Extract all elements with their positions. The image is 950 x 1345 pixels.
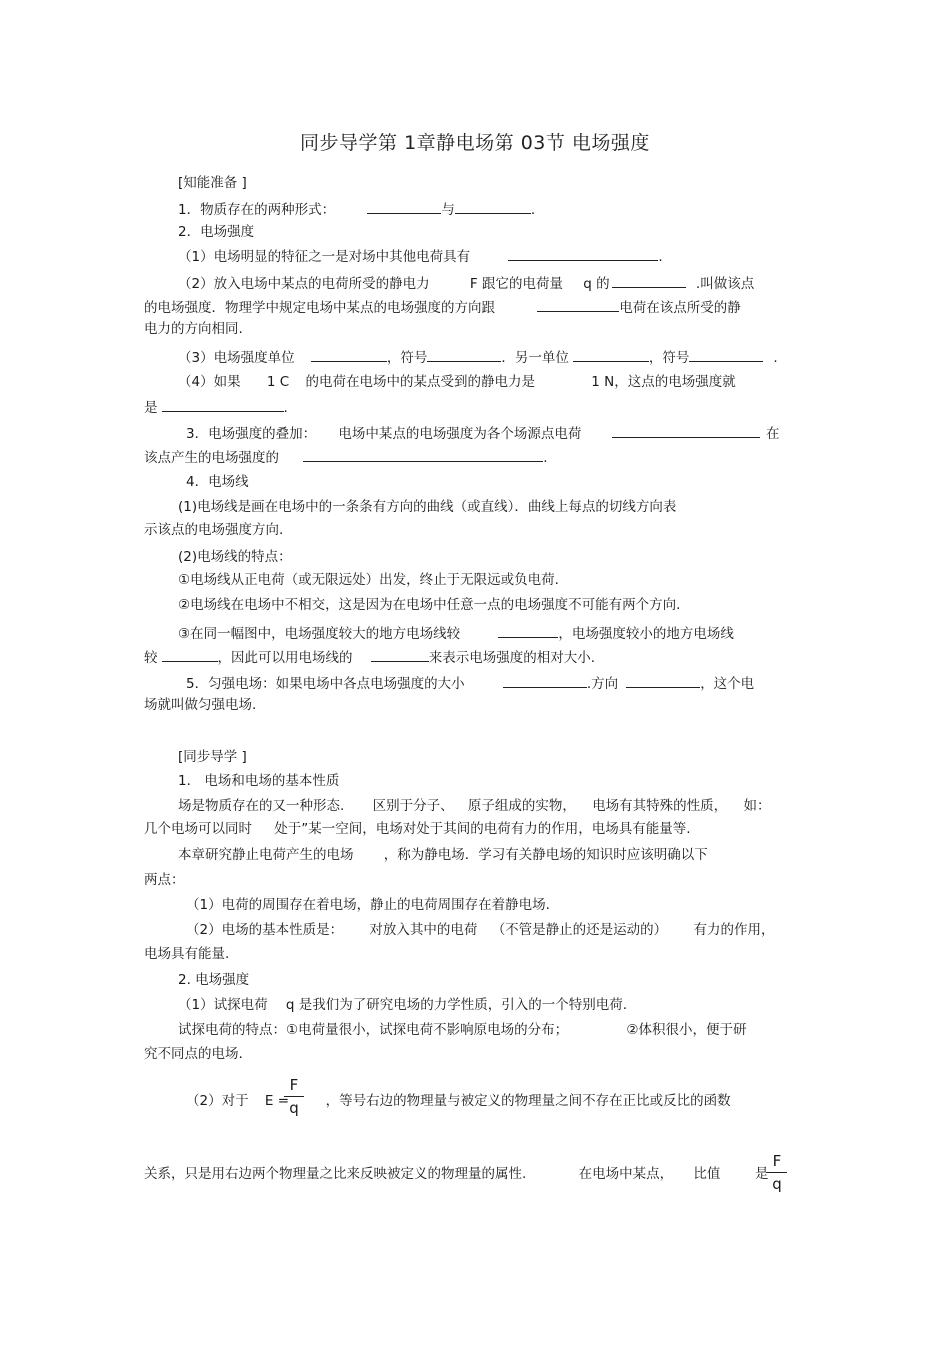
g2-1-line: （1）试探电荷 q 是我们为了研究电场的力学性质，引入的一个特别电荷.: [178, 997, 628, 1013]
q5-line-cont: 场就叫做匀强电场.: [144, 697, 257, 713]
section-heading-guide: [同步导学 ]: [178, 749, 247, 765]
g1-heading: 1． 电场和电场的基本性质: [178, 773, 340, 789]
section-heading-preparation: [知能准备 ]: [178, 175, 247, 191]
blank: [508, 246, 658, 261]
q2-2-line-cont: 的电场强度．物理学中规定电场中某点的电场强度的方向跟 电荷在该点所受的静: [144, 297, 741, 317]
g1-point-1: （1）电荷的周围存在着电场，静止的电荷周围存在着静电场.: [186, 897, 550, 913]
g1-para2: 本章研究静止电荷产生的电场 ，称为静电场．学习有关静电场的知识时应该明确以下: [178, 847, 708, 863]
fraction-f-over-q-2: [767, 1152, 787, 1193]
fraction-bar: [284, 1096, 304, 1097]
q4-2-item-1: ①电场线从正电荷（或无限远处）出发，终止于无限远或负电荷.: [178, 572, 559, 588]
q4-2-heading: (2)电场线的特点：: [178, 549, 292, 565]
blank: [612, 423, 760, 438]
blank: [162, 647, 218, 662]
q4-2-item-3: ③在同一幅图中，电场强度较大的地方电场线较 ，电场强度较小的地方电场线: [178, 623, 734, 643]
blank: [311, 347, 387, 362]
g2-heading: 2. 电场强度: [178, 972, 250, 988]
blank: [162, 397, 284, 412]
blank: [367, 199, 441, 214]
fraction-denominator: q: [289, 1099, 299, 1117]
page-title: 同步导学第 1章静电场第 03节 电场强度: [300, 132, 650, 154]
g2-2-line: （2）对于 E = ，等号右边的物理量与被定义的物理量之间不存在正比或反比的函数: [186, 1093, 731, 1109]
q2-4-line-cont: 是 .: [144, 397, 288, 417]
q4-1-line-cont: 示该点的电场强度方向.: [144, 522, 284, 538]
g1-para1: 场是物质存在的又一种形态. 区别于分子、 原子组成的实物， 电场有其特殊的性质， 如：: [178, 798, 771, 814]
g1-point-2: （2）电场的基本性质是： 对放入其中的电荷 （不管是静止的还是运动的） 有力的作用，: [186, 922, 775, 938]
blank: [503, 673, 587, 688]
blank: [537, 297, 619, 312]
g1-para2-cont: 两点：: [144, 872, 185, 888]
g1-point-2-cont: 电场具有能量.: [144, 946, 230, 962]
blank: [303, 447, 543, 462]
blank: [498, 623, 558, 638]
blank: [427, 347, 501, 362]
fraction-bar: [767, 1172, 787, 1173]
q1-line: 1．物质存在的两种形式： 与 .: [178, 199, 535, 219]
q2-2-line: （2）放入电场中某点的电荷所受的静电力 F 跟它的电荷量 q 的 .叫做该点: [178, 273, 754, 293]
q2-heading: 2．电场强度: [178, 224, 255, 240]
q2-3-line: （3）电场强度单位 ，符号 ．另一单位 ，符号 .: [178, 347, 778, 367]
fraction-denominator: q: [772, 1175, 782, 1193]
q4-2-item-2: ②电场线在电场中不相交，这是因为在电场中任意一点的电场强度不可能有两个方向.: [178, 597, 681, 613]
blank: [371, 647, 429, 662]
q2-4-line: （4）如果 1 C 的电荷在电场中的某点受到的静电力是 1 N，这点的电场强度就: [178, 374, 736, 390]
g1-para1-cont: 几个电场可以同时 处于”某一空间，电场对处于其间的电荷有力的作用，电场具有能量等.: [144, 821, 691, 837]
g2-1-features: 试探电荷的特点：①电荷量很小，试探电荷不影响原电场的分布； ②体积很小，便于研: [178, 1022, 747, 1038]
q2-1-line: （1）电场明显的特征之一是对场中其他电荷具有 .: [178, 246, 663, 266]
g2-1-features-cont: 究不同点的电场.: [144, 1046, 243, 1062]
q2-2-line-end: 电力的方向相同.: [144, 321, 243, 337]
blank: [573, 347, 649, 362]
q3-line-cont: 该点产生的电场强度的 .: [144, 447, 548, 467]
q5-line: 5．匀强电场：如果电场中各点电场强度的大小 .方向 ，这个电: [186, 673, 754, 693]
fraction-f-over-q: [284, 1076, 304, 1117]
blank: [455, 199, 531, 214]
q4-1-line: (1)电场线是画在电场中的一条条有方向的曲线（或直线）．曲线上每点的切线方向表: [178, 499, 677, 515]
blank: [626, 673, 700, 688]
g2-2-line-cont: 关系，只是用右边两个物理量之比来反映被定义的物理量的属性. 在电场中某点， 比值 是: [144, 1166, 769, 1182]
q3-line: 3．电场强度的叠加： 电场中某点的电场强度为各个场源点电荷 在: [186, 423, 779, 443]
fraction-numerator: F: [289, 1076, 299, 1094]
blank: [612, 273, 686, 288]
blank: [689, 347, 763, 362]
fraction-numerator: F: [772, 1152, 782, 1170]
q4-heading: 4．电场线: [186, 474, 249, 490]
q4-2-item-3-cont: 较 ，因此可以用电场线的 来表示电场强度的相对大小.: [144, 647, 595, 667]
